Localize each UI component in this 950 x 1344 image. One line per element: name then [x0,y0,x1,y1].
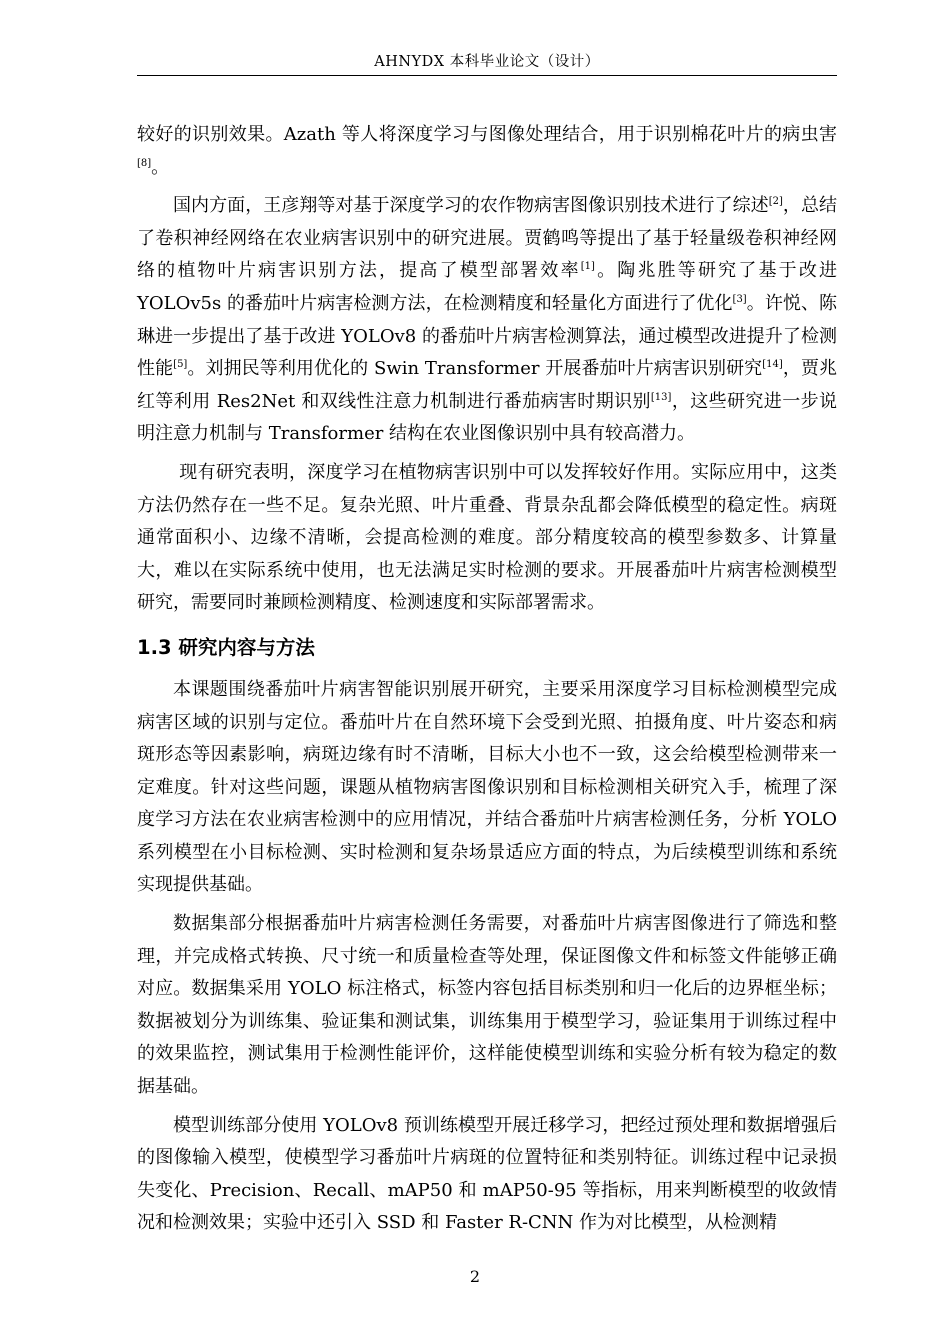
p2-text-b: ，总结了卷积神经网络在农业病害识别中的研究进展。贾鹤鸣等提出了基于轻量级卷积神经网络的植物叶片病害识别方法，提高了模型部署效率 [137,195,838,282]
citation-5: [5] [173,359,188,371]
p2-text-f: ，贾兆红等利用 Res2Net 和双线性注意力机制进行番茄病害时期识别 [137,358,838,412]
paragraph-4: 本课题围绕番茄叶片病害智能识别展开研究，主要采用深度学习目标检测模型完成病害区域的识别与定位。番茄叶片在自然环境下会受到光照、拍摄角度、叶片姿态和病斑形态等因素影响，病斑边缘有时不清晰，目标大小也不一致，这会给模型检测带来一定难度。针对这些问题，课题从植物病害图像识别和目标检测相关研究入手，梳理了深度学习方法在农业病害检测中的应用情况，并结合番茄叶片病害检测任务，分析 YOLO 系列模型在小目标检测、实时检测和复杂场景适应方面的特点，为后续模型训练和系统实现提供基础。 [137,678,837,896]
p2-text-e: 。刘拥民等利用优化的 Swin Transformer 开展番茄叶片病害识别研究 [187,358,763,380]
citation-13: [13] [650,391,672,403]
p1-text-b: 。 [151,156,170,178]
section-heading: 1.3 研究内容与方法 [137,635,315,659]
citation-14: [14] [762,359,783,371]
paragraph-6: 模型训练部分使用 YOLOv8 预训练模型开展迁移学习，把经过预处理和数据增强后的图像输入模型，使模型学习番茄叶片病斑的位置特征和类别特征。训练过程中记录损失变化、Precision、Recall、mAP50 和 mAP50-95 等指标，用来判断模型的收敛情况和检测效果；实验中还引入 SSD 和 Faster R-CNN 作为对比模型，从检测精 [137,1114,837,1234]
p2-text-g: ，这些研究进一步说明注意力机制与 Transformer 结构在农业图像识别中具有较高潜力。 [137,390,837,445]
paragraph-5: 数据集部分根据番茄叶片病害检测任务需要，对番茄叶片病害图像进行了筛选和整理，并完成格式转换、尺寸统一和质量检查等处理，保证图像文件和标签文件能够正确对应。数据集采用 YOLO 标注格式，标签内容包括目标类别和归一化后的边界框坐标；数据被划分为训练集、验证集和测试集，训练集用于模型学习，验证集用于训练过程中的效果监控，测试集用于检测性能评价，这样能使模型训练和实验分析有较为稳定的数据基础。 [137,913,837,1098]
p1-text-a: 较好的识别效果。Azath 等人将深度学习与图像处理结合，用于识别棉花叶片的病虫害 [137,124,837,145]
p2-text-c: 。陶兆胜等研究了基于改进 YOLOv5s 的番茄叶片病害检测方法，在检测精度和轻量化方面进行了优化 [137,260,838,314]
page-body [137,119,837,1246]
page-number: 2 [469,1267,481,1286]
citation-2: [2] [768,196,783,208]
running-header: AHNYDX 本科毕业论文（设计） [374,54,600,70]
p2-text-d: 。许悦、陈琳进一步提出了基于改进 YOLOv8 的番茄叶片病害检测算法，通过模型改进提升了检测性能 [137,292,837,380]
citation-1: [1] [580,261,595,273]
paragraph-3: 现有研究表明，深度学习在植物病害识别中可以发挥较好作用。实际应用中，这类方法仍然存在一些不足。复杂光照、叶片重叠、背景杂乱都会降低模型的稳定性。病斑通常面积小、边缘不清晰，会提高检测的难度。部分精度较高的模型参数多、计算量大，难以在实际系统中使用，也无法满足实时检测的要求。开展番茄叶片病害检测模型研究，需要同时兼顾检测精度、检测速度和实际部署需求。 [137,461,837,614]
citation-3: [3] [732,293,747,305]
header-rule [137,75,837,76]
citation-8: [8] [137,157,152,169]
paragraph-2 [137,190,837,451]
paragraph-1 [137,119,837,184]
p2-text-a: 国内方面，王彦翔等对基于深度学习的农作物病害图像识别技术进行了综述 [173,195,769,217]
